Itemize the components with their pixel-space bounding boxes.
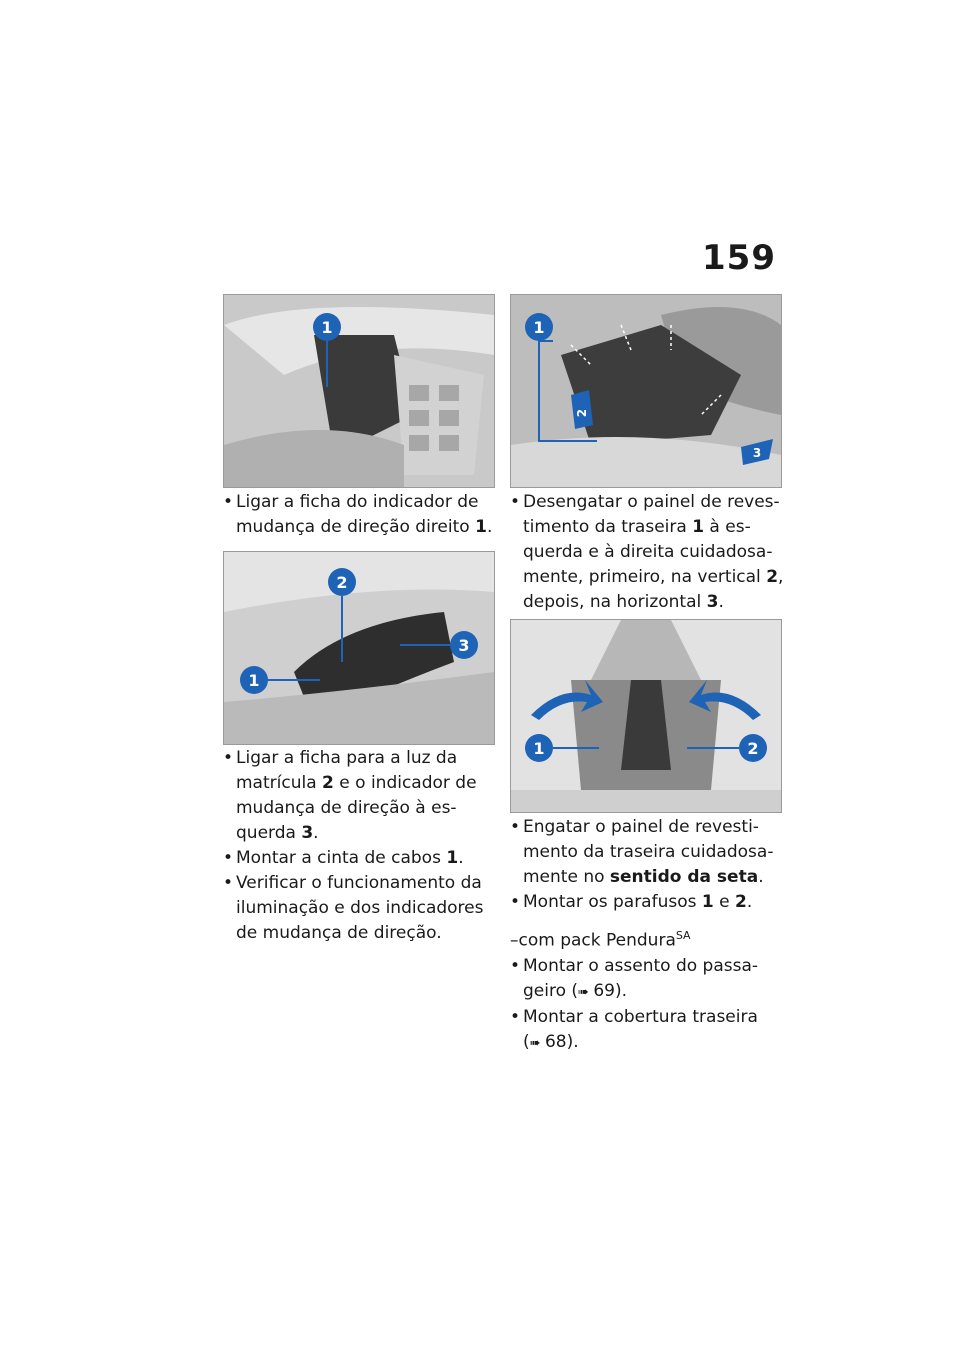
callout-3: 3	[458, 636, 470, 655]
bullet: •	[223, 492, 234, 512]
page-ref-arrow-icon[interactable]: ➠	[578, 984, 588, 1000]
callout-1: 1	[533, 318, 545, 337]
figure-rear-panel-unhook	[510, 294, 782, 488]
figure-license-light-indicator-left	[223, 551, 495, 745]
page-ref-arrow-icon[interactable]: ➠	[529, 1035, 540, 1051]
page-ref-link[interactable]: 69).	[587, 980, 628, 1001]
list-item: • Montar a cobertura traseira (➠ 68).	[510, 1006, 758, 1052]
figure-illustration	[511, 620, 781, 812]
page-number: 159	[702, 238, 776, 278]
list-item: • Ligar a ficha do indicador de mudança de direção direito 1.	[223, 492, 493, 537]
figure-rear-indicator-right	[223, 294, 495, 488]
list-item: • Montar os parafusos 1 e 2.	[510, 892, 753, 912]
right-instructions-2	[510, 815, 795, 1056]
callout-1: 1	[533, 739, 545, 758]
left-instructions-2	[223, 746, 498, 946]
callout-2: 2	[336, 573, 348, 592]
callout-1: 1	[248, 671, 260, 690]
list-item: • Verificar o funcionamento da iluminação e dos indicadores de mudança de direção.	[223, 873, 484, 943]
list-item: • Engatar o painel de revesti- mento da traseira cuidadosa- mente no sentido da seta.	[510, 817, 774, 887]
list-item: • Montar a cinta de cabos 1.	[223, 848, 464, 868]
arrow-label-3: 3	[752, 446, 762, 460]
list-item: • Montar o assento do passa- geiro (➠ 69).	[510, 955, 759, 1001]
callout-2: 2	[747, 739, 759, 758]
figure-illustration	[224, 552, 494, 744]
figure-illustration	[511, 295, 781, 487]
callout-1: 1	[321, 318, 333, 337]
page-ref-link[interactable]: 68).	[539, 1031, 579, 1052]
figure-rear-panel-engage	[510, 619, 782, 813]
left-instructions-1	[223, 490, 498, 540]
figure-illustration	[224, 295, 494, 487]
list-item: • Ligar a ficha para a luz da matrícula 2 e o indicador de mudança de direção à es- querda 3.	[223, 748, 477, 843]
right-instructions-1	[510, 490, 795, 615]
list-item: • Desengatar o painel de reves- timento da traseira 1 à es- querda e à direita cuidadosa- mente, primeiro, na vertical 2, depois, na horizontal 3.	[510, 492, 784, 612]
condition-line: –com pack Pendura$^{SA}$	[510, 929, 691, 951]
arrow-label-2: 2	[575, 408, 589, 418]
